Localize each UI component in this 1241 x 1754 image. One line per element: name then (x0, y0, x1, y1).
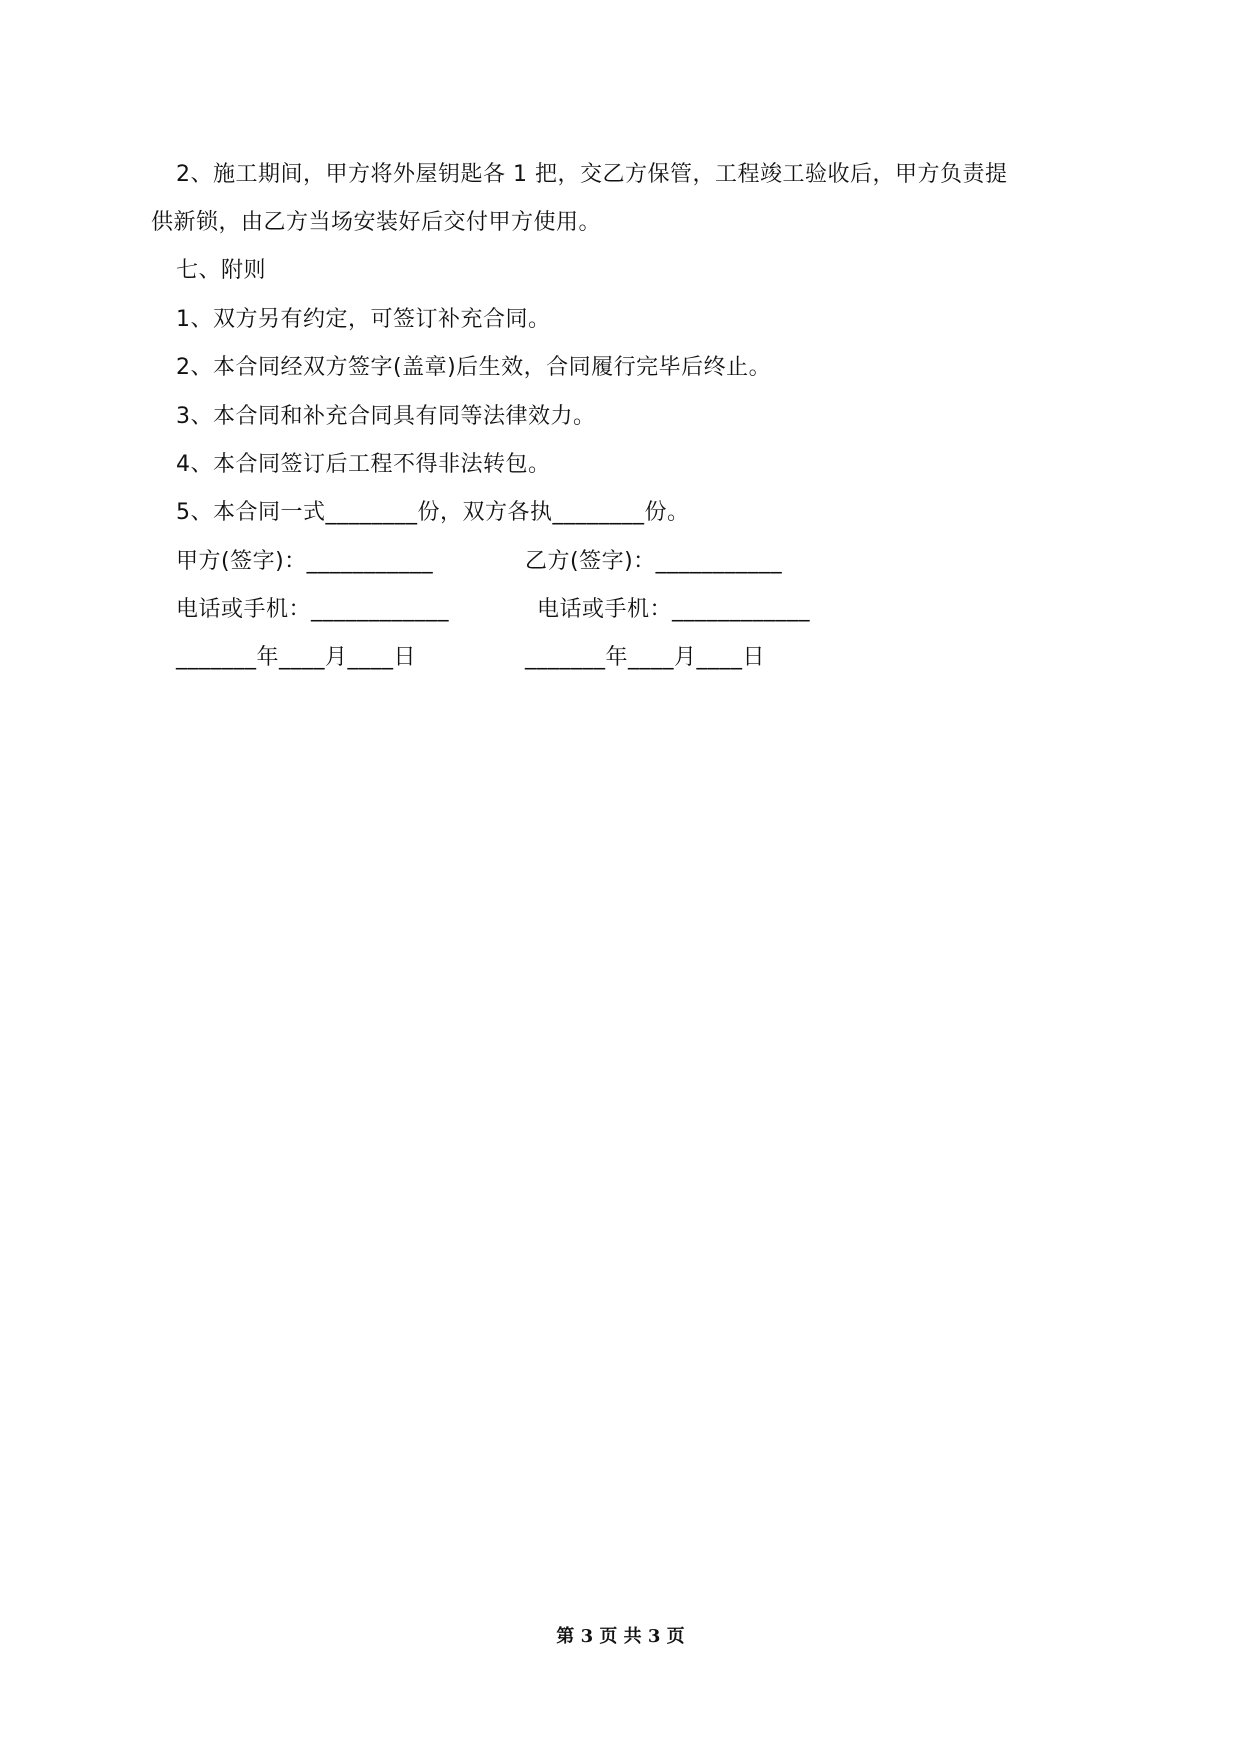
party-b-signature: 乙方(签字)：___________ (525, 549, 783, 574)
page-number-footer: 第 3 页 共 3 页 (556, 1626, 685, 1647)
party-b-phone: 电话或手机：____________ (537, 597, 811, 622)
party-b-date: _______年____月____日 (525, 645, 766, 670)
clause-2: 2、本合同经双方签字(盖章)后生效，合同履行完毕后终止。 (176, 355, 772, 380)
party-a-phone: 电话或手机：____________ (176, 597, 450, 622)
clause-4: 4、本合同签订后工程不得非法转包。 (176, 452, 551, 477)
section-7-heading: 七、附则 (176, 258, 267, 283)
paragraph-2-line-2: 供新锁，由乙方当场安装好后交付甲方使用。 (151, 210, 602, 235)
paragraph-2-line-1: 2、施工期间，甲方将外屋钥匙各 1 把，交乙方保管，工程竣工验收后，甲方负责提 (176, 162, 1008, 187)
clause-1: 1、双方另有约定，可签订补充合同。 (176, 307, 551, 332)
clause-5: 5、本合同一式________份，双方各执________份。 (176, 500, 690, 525)
party-a-signature: 甲方(签字)：___________ (176, 549, 434, 574)
party-a-date: _______年____月____日 (176, 645, 417, 670)
clause-3: 3、本合同和补充合同具有同等法律效力。 (176, 404, 596, 429)
